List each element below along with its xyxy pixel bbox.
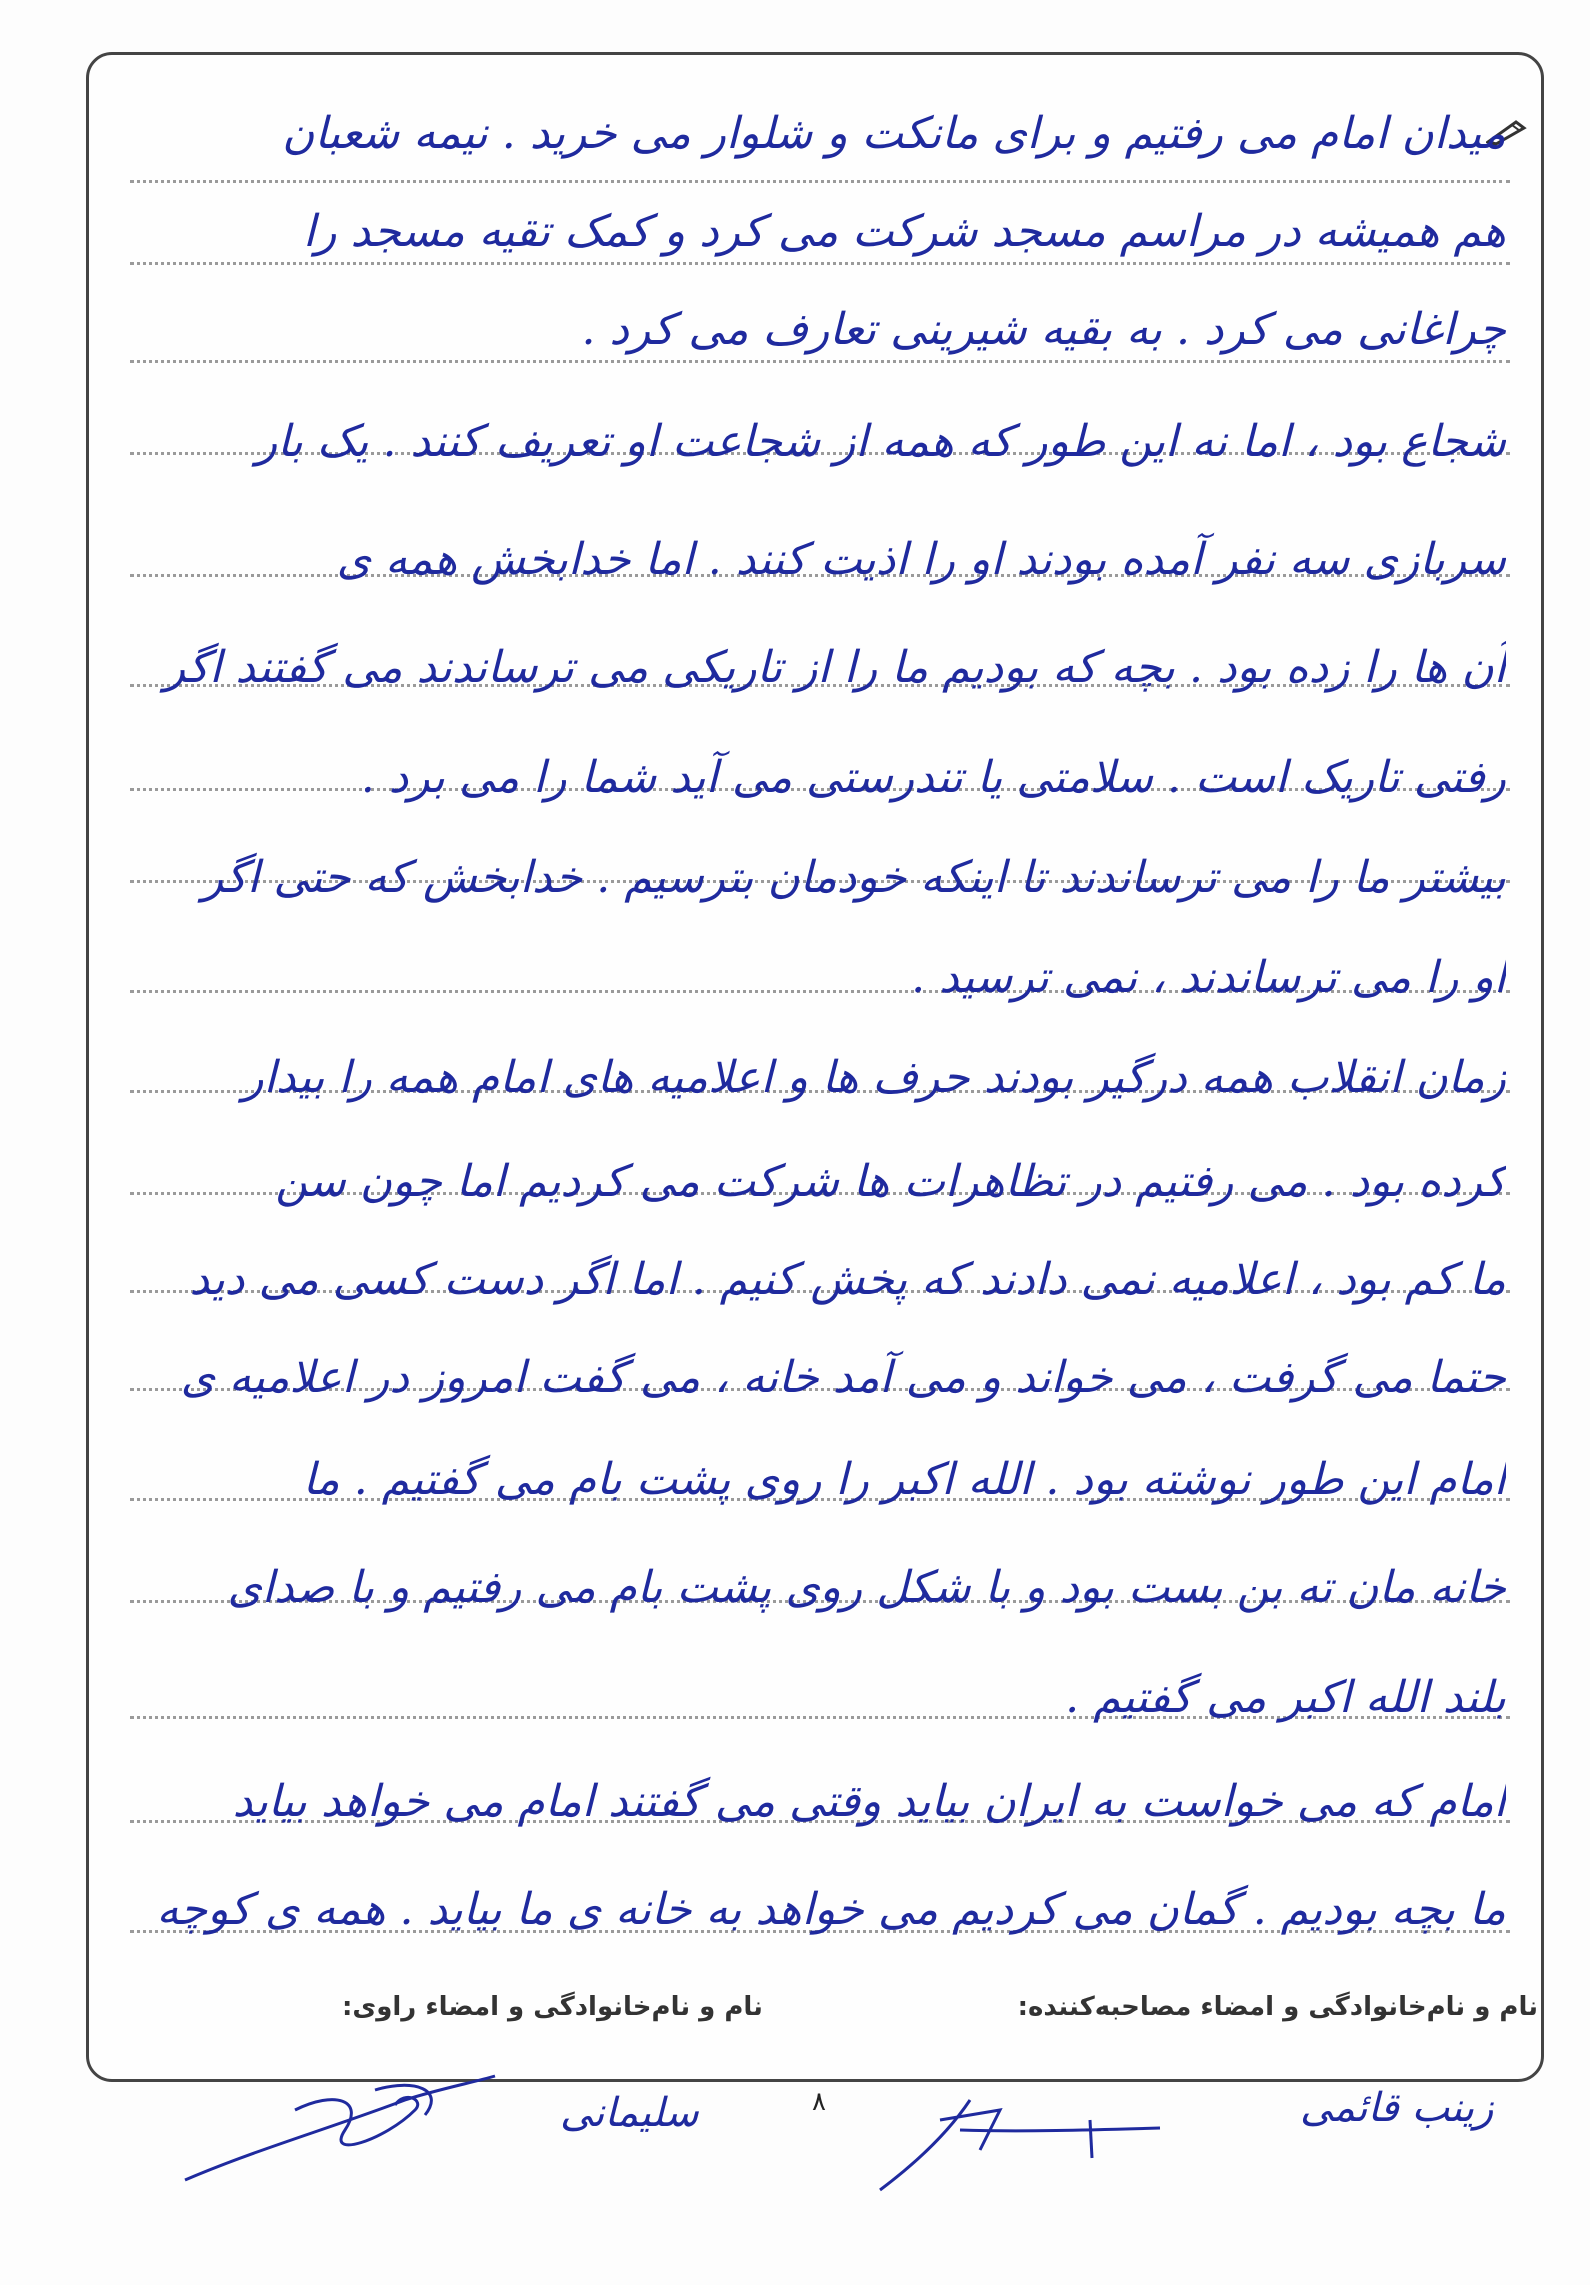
handwritten-line: ما بچه بودیم . گمان می کردیم می خواهد به خانه ی ما بیاید . همه ی کوچه xyxy=(156,1884,1506,1935)
handwritten-line: او را می ترساندند ، نمی ترسید . xyxy=(911,952,1506,1003)
signature-scribble-2 xyxy=(860,2080,1170,2200)
rule-line xyxy=(130,180,1510,183)
handwritten-line: خانه مان ته بن بست بود و با شکل روی پشت بام می رفتیم و با صدای xyxy=(227,1562,1506,1613)
rule-line xyxy=(130,360,1510,363)
handwritten-line: شجاع بود ، اما نه این طور که همه از شجاعت او تعریف کنند . یک بار xyxy=(256,416,1506,467)
signature-name-2: زینب قائمی xyxy=(1300,2085,1494,2131)
handwritten-line: میدان امام می رفتیم و برای مانکت و شلوار می خرید . نیمه شعبان xyxy=(282,108,1506,159)
handwritten-line: آن ها را زده بود . بچه که بودیم ما را از تاریکی می ترساندند می گفتند اگر xyxy=(163,642,1506,693)
handwritten-line: چراغانی می کرد . به بقیه شیرینی تعارف می کرد . xyxy=(581,304,1506,355)
handwritten-line: کرده بود . می رفتیم در تظاهرات ها شرکت می کردیم اما چون سن xyxy=(275,1156,1506,1207)
handwritten-line: هم همیشه در مراسم مسجد شرکت می کرد و کمک تقیه مسجد را xyxy=(303,206,1506,257)
narrator-signature-label: نام و نام‌خانوادگی و امضاء راوی: xyxy=(342,1992,763,2022)
handwritten-line: ما کم بود ، اعلامیه نمی دادند که پخش کنیم . اما اگر دست کسی می دید xyxy=(189,1254,1506,1305)
signature-scribble-1 xyxy=(175,2070,505,2190)
signature-name-1: سلیمانی xyxy=(560,2090,699,2136)
interviewer-signature-label: نام و نام‌خانوادگی و امضاء مصاحبه‌کننده: xyxy=(1017,1992,1538,2022)
handwritten-line: بلند الله اکبر می گفتیم . xyxy=(1065,1672,1506,1723)
handwritten-line: امام این طور نوشته بود . الله اکبر را روی پشت بام می گفتیم . ما xyxy=(302,1454,1506,1505)
handwritten-line: حتما می گرفت ، می خواند و می آمد خانه ، می گفت امروز در اعلامیه ی xyxy=(180,1352,1506,1403)
handwritten-line: رفتی تاریک است . سلامتی یا تندرستی می آید شما را می برد . xyxy=(360,752,1506,803)
handwritten-line: سربازی سه نفر آمده بودند او را اذیت کنند . اما خدابخش همه ی xyxy=(336,534,1506,585)
rule-line xyxy=(130,262,1510,265)
page-number: ۸ xyxy=(812,2087,826,2117)
handwritten-line: امام که می خواست به ایران بیاید وقتی می گفتند امام می خواهد بیاید xyxy=(232,1776,1506,1827)
handwritten-line: زمان انقلاب همه درگیر بودند حرف ها و اعلامیه های امام همه را بیدار xyxy=(242,1052,1506,1103)
handwritten-line: بیشتر ما را می ترساندند تا اینکه خودمان بترسیم . خدابخش که حتی اگر xyxy=(201,852,1506,903)
